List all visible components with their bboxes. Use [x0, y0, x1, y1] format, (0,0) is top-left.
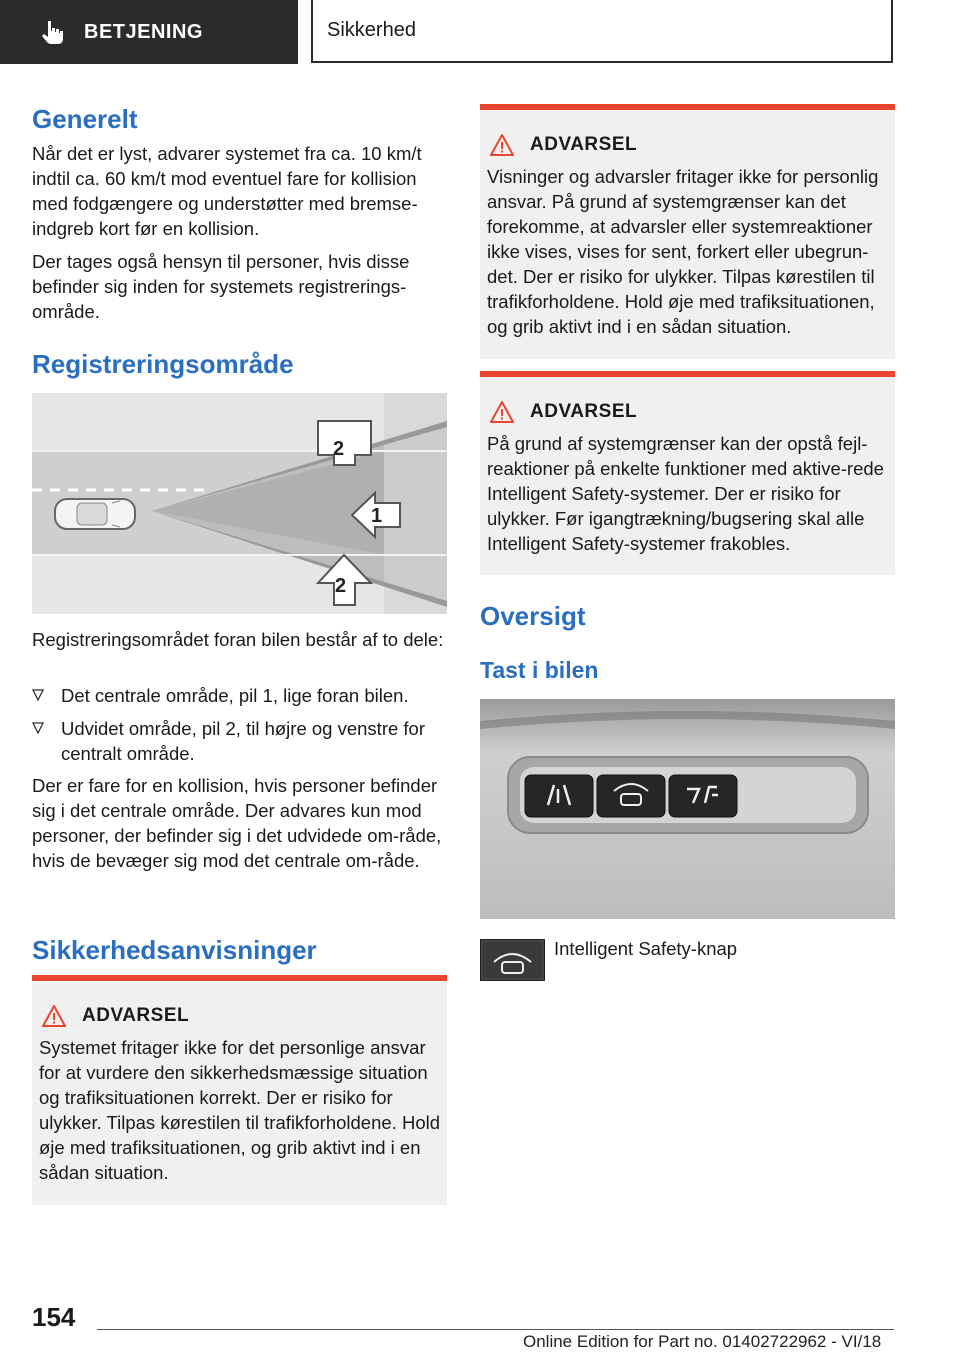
- button-panel-illustration: [480, 699, 895, 919]
- page-header: [0, 0, 960, 66]
- section-tab: [311, 0, 893, 63]
- warning-header: [42, 1005, 189, 1027]
- heading-sikkerhedsanvisninger: Sikkerhedsanvisninger: [32, 935, 317, 965]
- list-item: [32, 716, 447, 766]
- chapter-tab: [0, 0, 298, 64]
- warning-box: [32, 975, 447, 1205]
- detection-area-diagram: [32, 393, 447, 614]
- warning-bar: [480, 104, 895, 110]
- icon-caption: Intelligent Safety-knap: [554, 938, 738, 959]
- warning-text: På grund af systemgrænser kan der opstå fejl‐reaktioner på enkelte funktioner med aktive‐rede Intelligent Safety-systemer. Der er risiko for ulykker. Før igangtrækning/bugsering skal alle Intelligent Safety-systemer frakobles.: [487, 433, 884, 554]
- heading-tast-i-bilen: Tast i bilen: [480, 657, 599, 683]
- triangle-bullet-icon: [32, 689, 44, 701]
- generelt-paragraph-1: Når det er lyst, advarer systemet fra ca. 10 km/t indtil ca. 60 km/t mod eventuel fare for kollision med fodgængere og understøtter med bremse‐indgreb kort før en kollision.: [32, 143, 422, 239]
- bullet-text: Udvidet område, pil 2, til højre og venstre for centralt område.: [61, 718, 425, 764]
- warning-header: [490, 134, 637, 156]
- footer-edition: Online Edition for Part no. 01402722962 - VI/18: [523, 1332, 882, 1351]
- warning-bar: [480, 371, 895, 377]
- diagram-label-2-top: 2: [333, 438, 345, 460]
- section-title: Sikkerhed: [327, 19, 416, 41]
- heading-registreringsomrade: Registreringsområde: [32, 349, 294, 379]
- warning-label: ADVARSEL: [530, 134, 638, 155]
- warning-triangle-icon: [42, 1005, 66, 1027]
- warning-box: [480, 371, 895, 575]
- button-center-icon: [597, 775, 665, 817]
- warning-text: Visninger og advarsler fritager ikke for personlig ansvar. På grund af systemgrænser kan det forekomme, at advarsler eller systemreaktioner ikke vises, vises for sent, forkert eller ubegrun‐det. Der er risiko for ulykker. Tilpas kørestilen til trafikforholdene. Hold øje med trafiksituationen, og grib aktivt ind i en sådan situation.: [487, 166, 879, 337]
- heading-oversigt: Oversigt: [480, 601, 586, 631]
- warning-triangle-icon: [490, 134, 514, 156]
- warning-triangle-icon: [490, 401, 514, 423]
- warning-header: [490, 401, 637, 423]
- list-item: [32, 683, 447, 708]
- heading-generelt: Generelt: [32, 104, 138, 134]
- warning-bar: [32, 975, 447, 981]
- triangle-bullet-icon: [32, 722, 44, 734]
- reg-paragraph: Der er fare for en kollision, hvis personer befinder sig i det centrale område. Der advares kun mod personer, der befinder sig i det udvidede om‐råde, hvis de bevæger sig mod det centrale om‐råde.: [32, 775, 442, 871]
- car-icon: [55, 499, 135, 529]
- hand-pointer-icon: [40, 19, 66, 45]
- intelligent-safety-button-icon: [480, 939, 545, 981]
- generelt-paragraph-2: Der tages også hensyn til personer, hvis disse befinder sig inden for systemets registrerings‐område.: [32, 251, 410, 322]
- detection-area-illustration: [32, 393, 447, 614]
- reg-caption: Registreringsområdet foran bilen består af to dele:: [32, 629, 444, 650]
- warning-label: ADVARSEL: [82, 1005, 190, 1026]
- warning-box: [480, 104, 895, 359]
- chapter-title: BETJENING: [84, 20, 203, 43]
- diagram-label-1: 1: [371, 505, 383, 527]
- page-number: 154: [32, 1302, 76, 1332]
- button-right-icon: [669, 775, 737, 817]
- warning-label: ADVARSEL: [530, 401, 638, 422]
- button-panel-photo: [480, 699, 895, 919]
- diagram-label-2-bottom: 2: [335, 575, 347, 597]
- bullet-text: Det centrale område, pil 1, lige foran bilen.: [61, 685, 409, 706]
- warning-text: Systemet fritager ikke for det personlige ansvar for at vurdere den sikkerhedsmæssige situation og trafiksituationen korrekt. Der er risiko for ulykker. Tilpas kørestilen til trafikforholdene. Hold øje med trafiksituationen, og grib aktivt ind i en sådan situation.: [39, 1037, 441, 1183]
- button-left-icon: [525, 775, 593, 817]
